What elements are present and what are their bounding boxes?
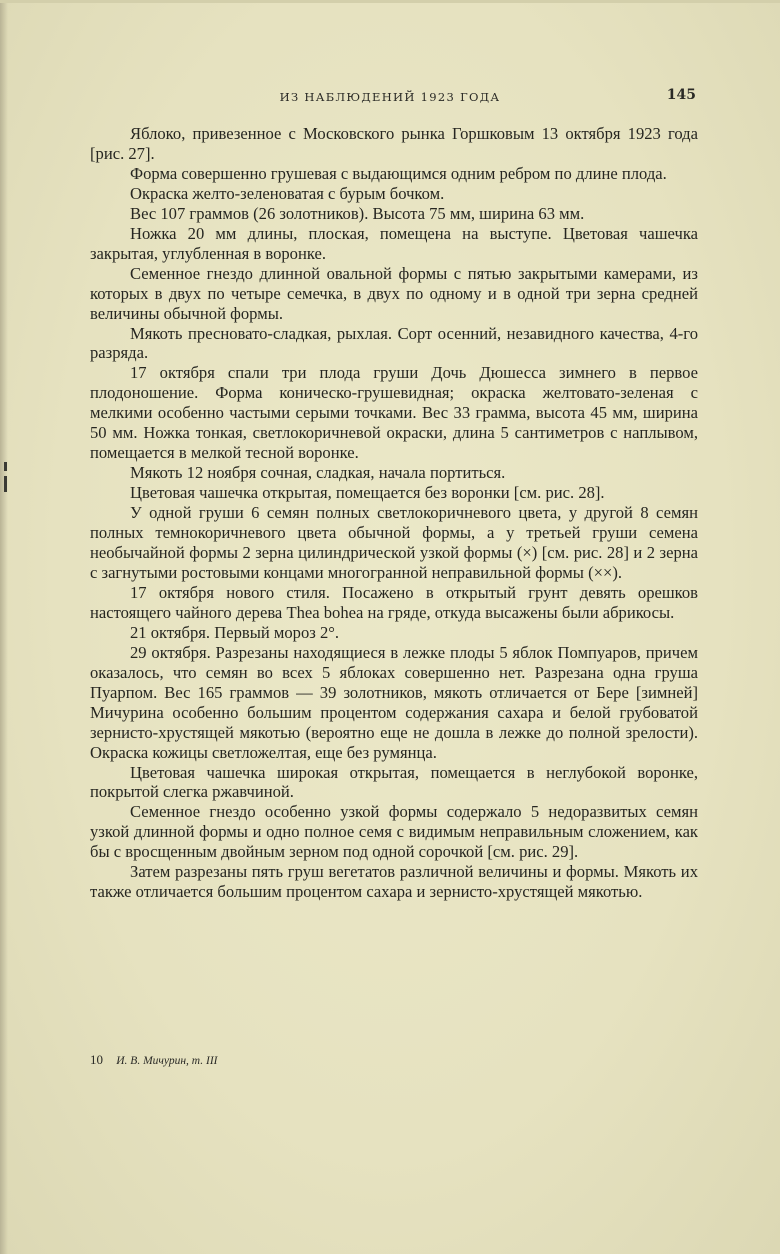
binding-mark — [4, 462, 7, 471]
signature-line — [90, 1052, 218, 1068]
paragraph: Окраска желто-зеленоватая с бурым бочком. — [130, 183, 445, 203]
paragraph: Ножка 20 мм длины, плоская, помещена на выступе. Цветовая чашечка закрытая, углубленная в воронке. — [90, 223, 698, 263]
paragraph: У одной груши 6 семян полных светлокоричневого цвета, у другой 8 семян полных темнокоричневого цвета обычной формы, а у третьей груши семена необычайной формы 2 зерна цилиндрической узкой формы (×) [см. рис. 28] и 2 зерна с загнутыми ростовыми концами многогранной неправильной формы (××). — [90, 503, 698, 582]
signature-text: И. В. Мичурин, т. III — [116, 1055, 218, 1067]
paragraph: 21 октября. Первый мороз 2°. — [130, 622, 340, 642]
running-head-title: ИЗ НАБЛЮДЕНИЙ 1923 ГОДА — [279, 90, 501, 104]
paragraph: Мякоть пресновато-сладкая, рыхлая. Сорт осенний, незавидного качества, 4-го разряда. — [90, 323, 698, 363]
paragraph: Яблоко, привезенное с Московского рынка Горшковым 13 октября 1923 года [рис. 27]. — [90, 124, 698, 163]
paragraph: 17 октября спали три плода груши Дочь Дюшесса зимнего в первое плодоношение. Форма коническо-грушевидная; окраска желтовато-зеленая с мелкими особенно частыми серыми точками. Вес 33 грамма, высота 45 мм, ширина 50 мм. Ножка тонкая, светлокоричневой окраски, длина 5 сантиметров с наплывом, помещается в мелкой тесной воронке. — [90, 363, 698, 463]
page-gutter-shadow — [0, 0, 8, 1254]
running-head — [90, 86, 698, 110]
paragraph: 17 октября нового стиля. Посажено в открытый грунт девять орешков настоящего чайного дерева Thea bohea на гряде, откуда высажены были абрикосы. — [90, 582, 698, 622]
page-top-edge — [0, 0, 780, 3]
paragraph: Семенное гнездо особенно узкой формы содержало 5 недоразвитых семян узкой длинной формы и одно полное семя с видимым неправильным сложением, как бы с вросщенным двойным зерном под одной сорочкой [см. рис. 29]. — [90, 802, 698, 862]
signature-number: 10 — [90, 1052, 103, 1067]
paragraph: Мякоть 12 ноября сочная, сладкая, начала портиться. — [130, 463, 506, 483]
paragraph: Цветовая чашечка открытая, помещается без воронки [см. рис. 28]. — [130, 483, 605, 503]
paragraph: Семенное гнездо длинной овальной формы с пятью закрытыми камерами, из которых в двух по четыре семечка, в двух по одному и в одной три зерна средней величины обычной формы. — [90, 263, 698, 323]
paragraph: Вес 107 граммов (26 золотников). Высота 75 мм, ширина 63 мм. — [130, 203, 585, 223]
paragraph: Затем разрезаны пять груш вегетатов различной величины и формы. Мякоть их также отличается большим процентом сахара и зернисто-хрустящей мякотью. — [90, 862, 698, 902]
paragraph: 29 октября. Разрезаны находящиеся в лежке плоды 5 яблок Помпуаров, причем оказалось, что семян во всех 5 яблоках совершенно нет. Разрезана одна груша Пуарпом. Вес 165 граммов — 39 золотников, мякоть отличается от Бере [зимней] Мичурина особенно большим процентом содержания сахара и белой грубоватой зернисто-хрустящей мякотью (вероятно еще не дошла в лежке до полной зрелости). Окраска кожицы светложелтая, еще без румянца. — [90, 642, 698, 762]
page-number: 145 — [666, 87, 696, 103]
paragraph: Цветовая чашечка широкая открытая, помещается в неглубокой воронке, покрытой слегка ржавчиной. — [90, 762, 698, 802]
body-text — [90, 124, 698, 902]
binding-mark — [4, 476, 7, 492]
paragraph: Форма совершенно грушевая с выдающимся одним ребром по длине плода. — [130, 163, 667, 183]
